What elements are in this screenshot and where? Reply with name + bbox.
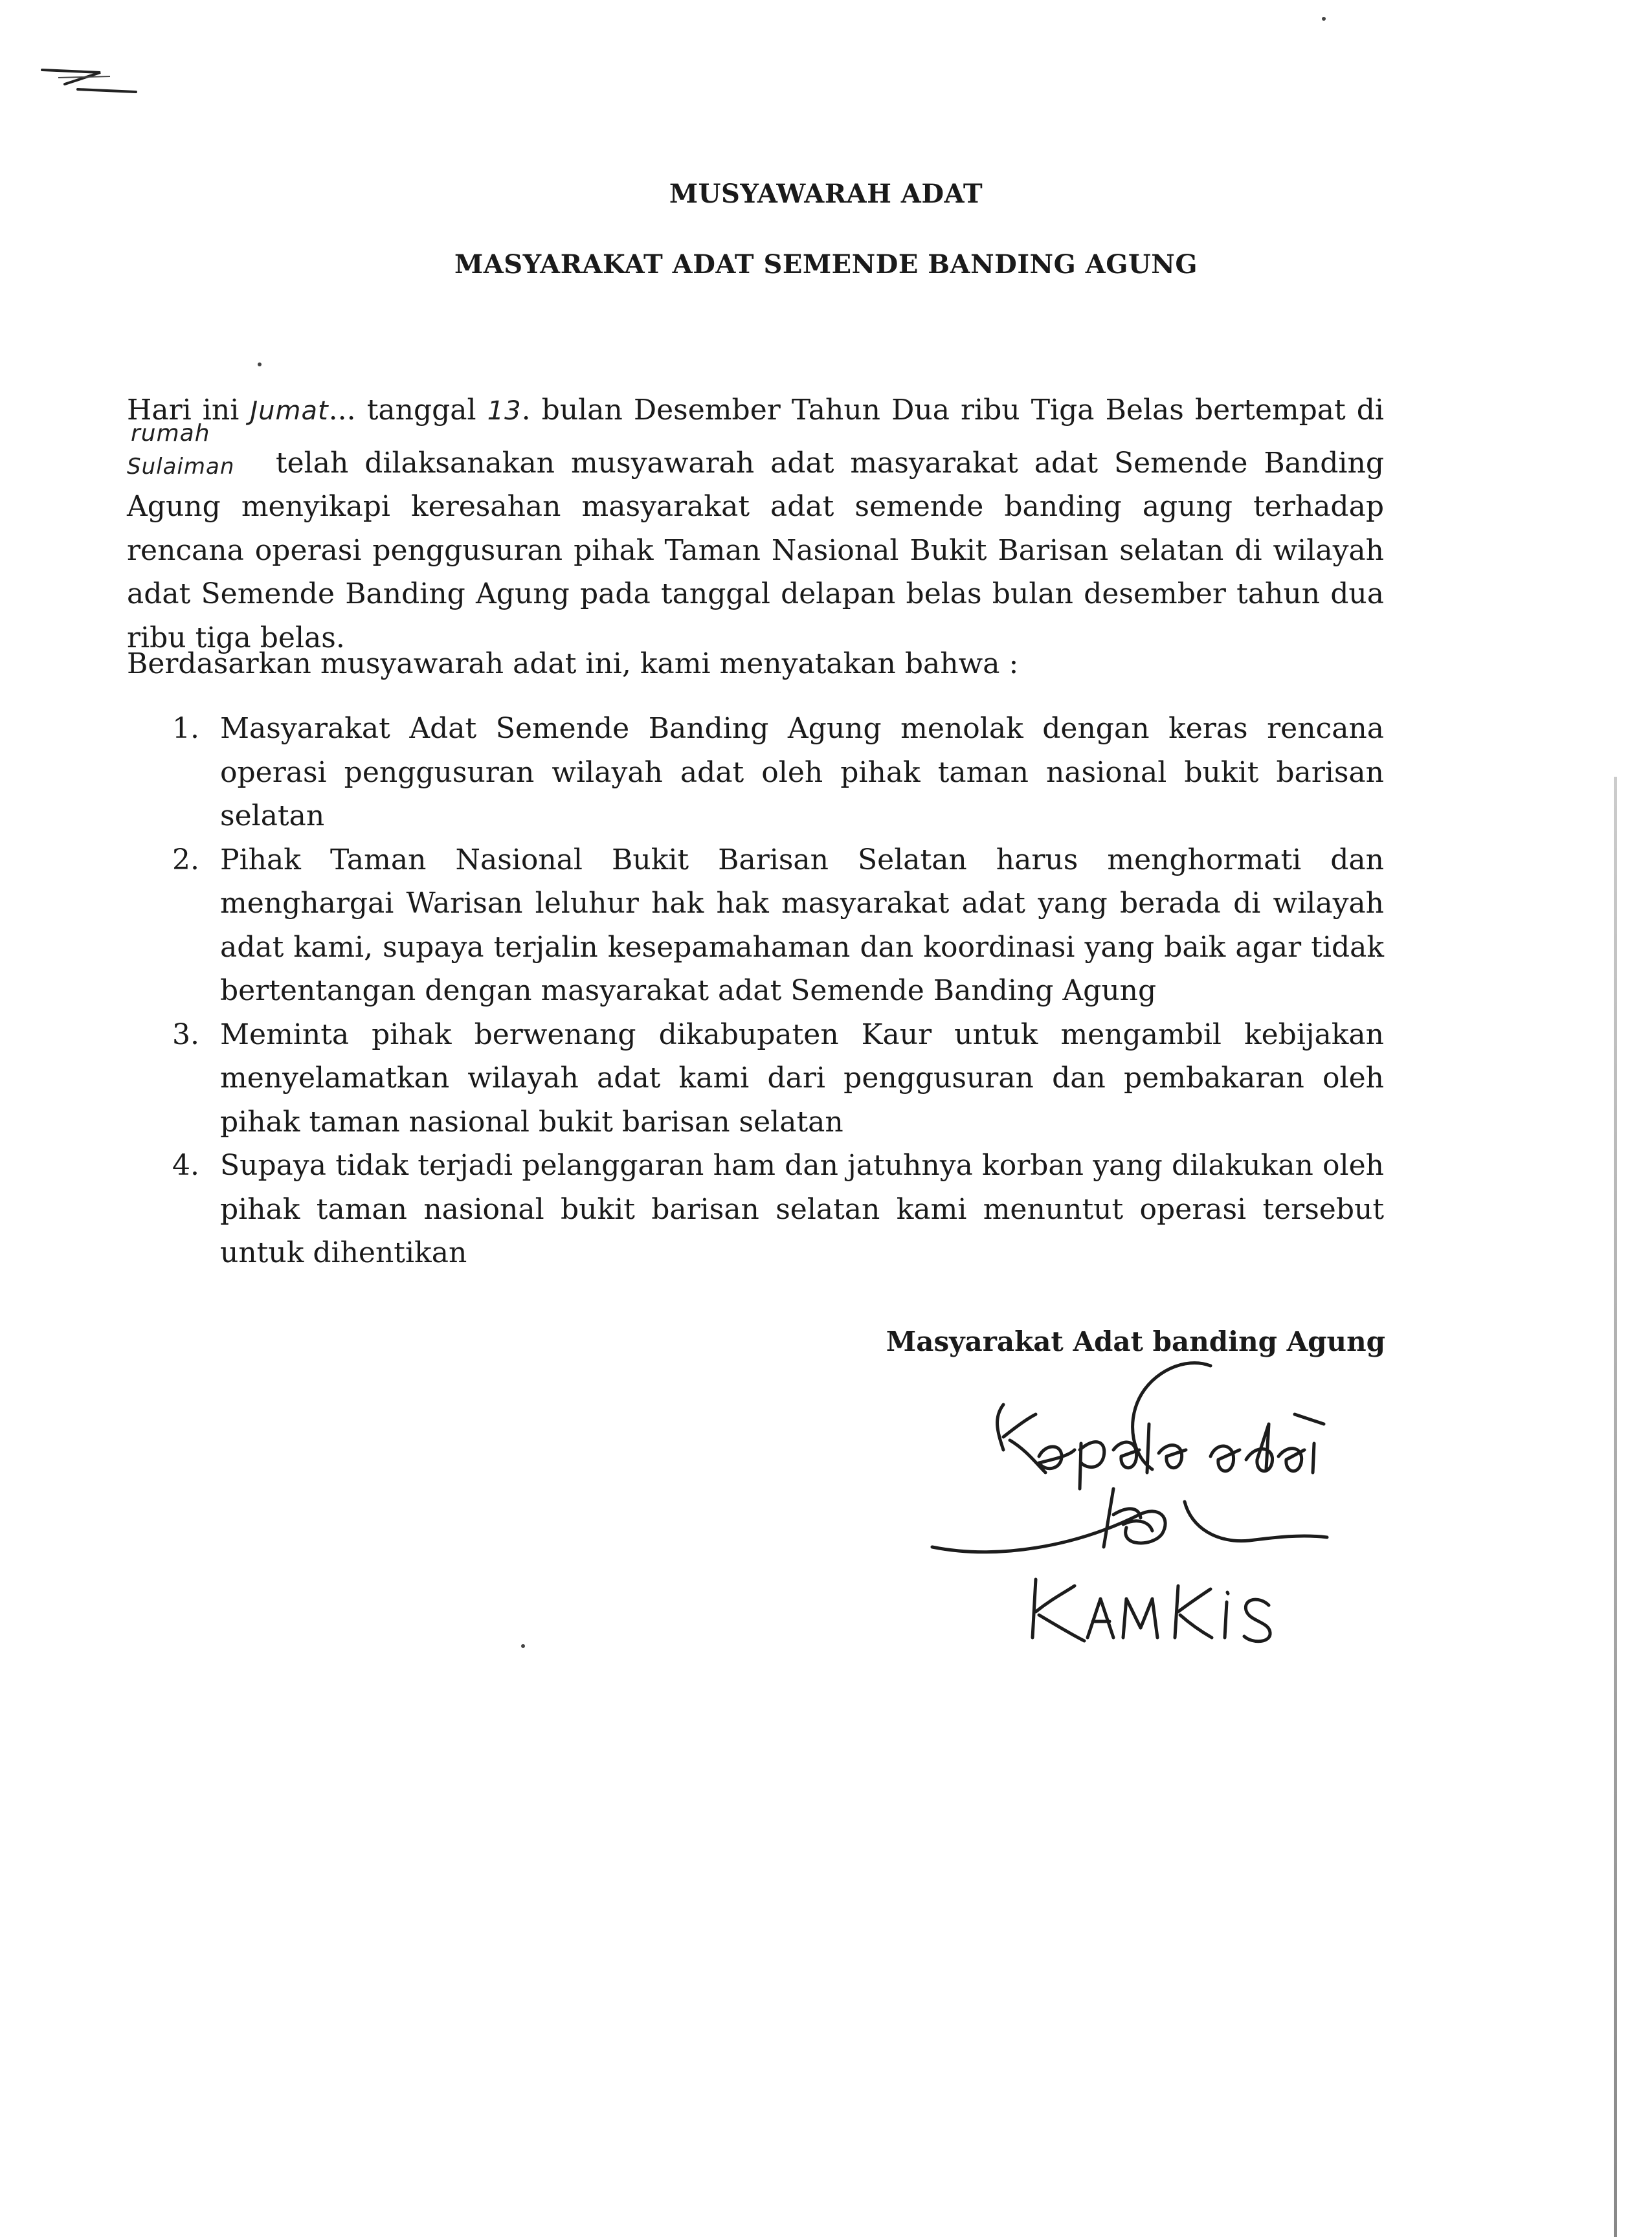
list-item — [127, 838, 1384, 1013]
day-suffix: ... — [328, 394, 356, 427]
stray-dot — [521, 1644, 525, 1648]
handwritten-date: 13 — [487, 396, 522, 426]
stray-dot — [258, 362, 262, 366]
corner-scribble-mark — [39, 58, 142, 97]
handwritten-place — [127, 419, 260, 480]
resolution-list — [127, 707, 1384, 1275]
list-item-text: Masyarakat Adat Semende Banding Agung menolak dengan keras rencana operasi penggusuran wilayah adat oleh pihak taman nasional bukit barisan selatan — [220, 712, 1384, 832]
list-item-number: 3. — [172, 1018, 199, 1051]
list-item — [127, 707, 1384, 838]
list-item-text: Meminta pihak berwenang dikabupaten Kaur untuk mengambil kebijakan menyelamatkan wilayah adat kami dari penggusuran dan pembakaran oleh pihak taman nasional bukit barisan selatan — [220, 1018, 1384, 1139]
stray-dot — [1322, 17, 1326, 21]
list-item-text: Supaya tidak terjadi pelanggaran ham dan jatuhnya korban yang dilakukan oleh pihak taman nasional bukit barisan selatan kami menuntut operasi tersebut untuk dihentikan — [220, 1149, 1384, 1269]
opening-paragraph — [127, 388, 1384, 660]
list-item-number: 2. — [172, 843, 199, 876]
date-suffix: . — [521, 394, 531, 427]
lead-in-statement: Berdasarkan musyawarah adat ini, kami menyatakan bahwa : — [127, 647, 1019, 680]
document-subtitle: MASYARAKAT ADAT SEMENDE BANDING AGUNG — [454, 249, 1198, 280]
handwritten-day: Jumat — [250, 396, 329, 426]
closing-signatory: Masyarakat Adat banding Agung — [886, 1326, 1385, 1357]
list-item — [127, 1013, 1384, 1144]
document-title: MUSYAWARAH ADAT — [669, 179, 983, 209]
page-edge-shadow — [1614, 777, 1617, 2237]
handwritten-signature — [906, 1353, 1372, 1651]
handwritten-place-line-1: rumah — [131, 419, 210, 447]
opening-text-3: bulan Desember Tahun Dua ribu Tiga Belas bertempat di — [530, 394, 1384, 427]
list-item — [127, 1144, 1384, 1275]
opening-text-1: Hari ini — [127, 394, 251, 427]
handwritten-place-line-2: Sulaiman — [127, 453, 235, 480]
list-item-text: Pihak Taman Nasional Bukit Barisan Selatan harus menghormati dan menghargai Warisan leluhur hak hak masyarakat adat yang berada di wilayah adat kami, supaya terjalin kesepamahaman dan koordinasi yang baik agar tidak bertentangan dengan masyarakat adat Semende Banding Agung — [220, 843, 1384, 1007]
opening-text-2: tanggal — [355, 394, 487, 427]
list-item-number: 1. — [172, 712, 199, 745]
list-item-number: 4. — [172, 1149, 199, 1182]
opening-text-4: telah dilaksanakan musyawarah adat masyarakat adat Semende Banding Agung menyikapi keresahan masyarakat adat semende banding agung terhadap rencana operasi penggusuran pihak Taman Nasional Bukit Barisan selatan di wilayah adat Semende Banding Agung pada tanggal delapan belas bulan desember tahun dua ribu tiga belas. — [127, 446, 1384, 654]
